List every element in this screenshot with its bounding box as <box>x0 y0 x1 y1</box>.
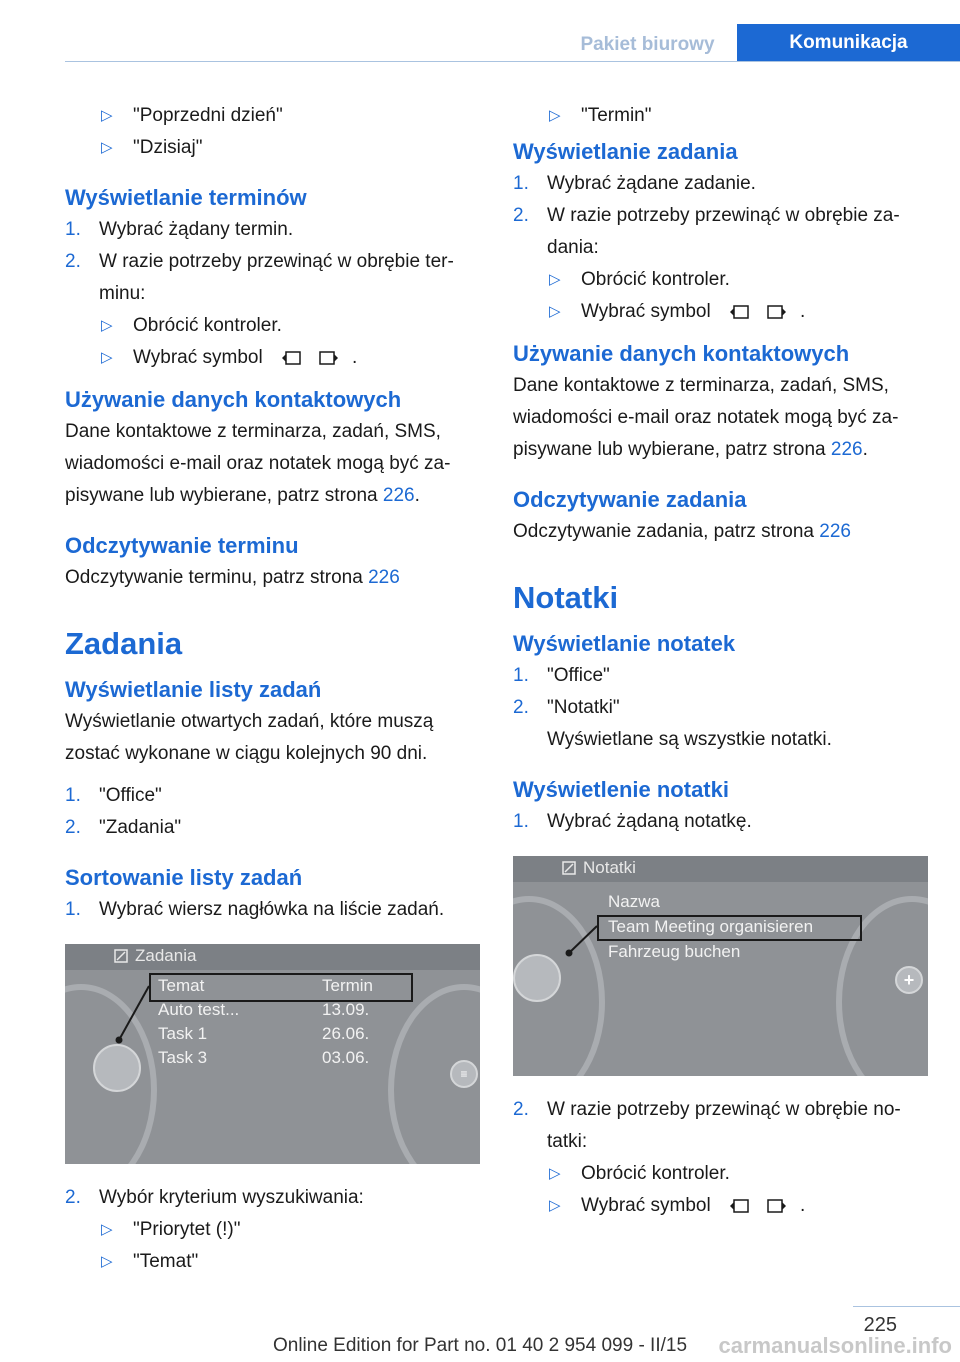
list-item: 1. Wybrać wiersz nagłówka na liście zadań. <box>65 899 445 920</box>
idrive-screenshot-notes <box>513 856 928 1076</box>
scroll-back-icon <box>728 1196 752 1216</box>
watermark: carmanualsonline.info <box>718 1333 952 1358</box>
column-header: Termin <box>322 976 374 995</box>
list-item: ▷ "Termin" <box>513 100 928 132</box>
heading-use-contacts: Używanie danych kontaktowych <box>513 341 850 366</box>
list-item-continuation: tatki: <box>547 1131 588 1152</box>
list-item-continuation: dania: <box>547 237 599 258</box>
footer-rule <box>853 1306 960 1307</box>
list-item: 2. W razie potrzeby przewinąć w obrębie no- <box>513 1099 901 1120</box>
list-item: 1. Wybrać żądane zadanie. <box>513 173 756 194</box>
heading-read-date: Odczytywanie terminu <box>65 533 299 558</box>
note-column-header: Nazwa <box>608 892 660 911</box>
list-item: ▷ Obrócić kontroler. <box>513 1158 928 1190</box>
scroll-back-icon <box>728 302 752 322</box>
page-link[interactable]: 226 <box>819 521 851 542</box>
list-item: 2. W razie potrzeby przewinąć w obrębie za- <box>513 205 900 226</box>
tab-pakiet-biurowy: Pakiet biurowy <box>580 34 715 55</box>
heading-show-dates: Wyświetlanie terminów <box>65 185 307 210</box>
task-row-name: Task 1 <box>158 1024 208 1043</box>
list-item: ▷ Obrócić kontroler. <box>513 264 928 296</box>
triangle-bullet-icon: ▷ <box>101 139 113 156</box>
task-row-date: 13.09. <box>322 1000 370 1019</box>
heading-show-task: Wyświetlanie zadania <box>513 139 738 164</box>
screen-title: Notatki <box>583 858 636 877</box>
triangle-bullet-icon: ▷ <box>549 303 561 320</box>
heading-use-contacts: Używanie danych kontaktowych <box>65 387 402 412</box>
list-item: ▷ Wybrać symbol . <box>65 342 480 374</box>
left-column <box>65 100 480 1278</box>
triangle-bullet-icon: ▷ <box>549 1197 561 1214</box>
paragraph: Odczytywanie zadania, patrz strona 226 <box>513 521 851 542</box>
list-item: 2. "Notatki" <box>513 697 620 718</box>
list-item: 2. W razie potrzeby przewinąć w obrębie ter- <box>65 251 454 272</box>
triangle-bullet-icon: ▷ <box>101 107 113 124</box>
page-link[interactable]: 226 <box>830 439 863 460</box>
right-column <box>513 100 928 1222</box>
scroll-forward-icon <box>764 302 788 322</box>
list-item: ▷ Wybrać symbol . <box>513 1190 928 1222</box>
heading-task-list: Wyświetlanie listy zadań <box>65 677 322 702</box>
paragraph: Odczytywanie terminu, patrz strona 226 <box>65 567 400 588</box>
triangle-bullet-icon: ▷ <box>101 317 113 334</box>
paragraph: zostać wykonane w ciągu kolejnych 90 dni. <box>65 743 428 764</box>
task-row-date: 03.06. <box>322 1048 370 1067</box>
tab-komunikacja: Komunikacja <box>737 24 960 62</box>
paragraph: Dane kontaktowe z terminarza, zadań, SMS, <box>513 375 889 396</box>
heading-sort: Sortowanie listy zadań <box>65 865 303 890</box>
list-item: ▷ "Dzisiaj" <box>65 132 480 164</box>
list-item: ▷ "Priorytet (!)" <box>65 1214 480 1246</box>
note-row: Fahrzeug buchen <box>608 942 741 961</box>
page-link[interactable]: 226 <box>382 485 415 506</box>
list-item: ▷ "Temat" <box>65 1246 480 1278</box>
note-row: Team Meeting organisieren <box>608 917 814 936</box>
pointer-line <box>65 944 480 1164</box>
heading-read-task: Odczytywanie zadania <box>513 487 747 512</box>
scroll-forward-icon <box>764 1196 788 1216</box>
heading-notes: Notatki <box>513 580 619 615</box>
task-row-name: Task 3 <box>158 1048 208 1067</box>
triangle-bullet-icon: ▷ <box>549 1165 561 1182</box>
triangle-bullet-icon: ▷ <box>101 1253 113 1270</box>
triangle-bullet-icon: ▷ <box>549 271 561 288</box>
idrive-screenshot-tasks <box>65 944 480 1164</box>
edition-note: Online Edition for Part no. 01 40 2 954 099 - II/15 <box>272 1335 688 1356</box>
header-rule <box>65 61 960 62</box>
list-item-continuation: minu: <box>99 283 146 304</box>
list-item: 1. "Office" <box>65 785 162 806</box>
add-icon: + <box>895 966 923 994</box>
paragraph: Wyświetlanie otwartych zadań, które muszą <box>65 711 434 732</box>
paragraph: wiadomości e-mail oraz notatek mogą być za- <box>65 453 451 474</box>
list-item-continuation: Wyświetlane są wszystkie notatki. <box>547 729 832 750</box>
option-icon: ≡ <box>450 1060 478 1088</box>
heading-show-note: Wyświetlenie notatki <box>513 777 729 802</box>
list-item: ▷ Obrócić kontroler. <box>65 310 480 342</box>
triangle-bullet-icon: ▷ <box>101 349 113 366</box>
list-item: 1. Wybrać żądaną notatkę. <box>513 811 752 832</box>
screen-title: Zadania <box>135 946 197 965</box>
task-row-date: 26.06. <box>322 1024 370 1043</box>
triangle-bullet-icon: ▷ <box>101 1221 113 1238</box>
heading-tasks: Zadania <box>65 626 183 661</box>
paragraph: wiadomości e-mail oraz notatek mogą być za- <box>513 407 899 428</box>
triangle-bullet-icon: ▷ <box>549 107 561 124</box>
paragraph: pisywane lub wybierane, patrz strona 226. <box>65 485 420 506</box>
pointer-line <box>513 856 928 1076</box>
paragraph: pisywane lub wybierane, patrz strona 226. <box>513 439 868 460</box>
list-item: 2. Wybór kryterium wyszukiwania: <box>65 1187 364 1208</box>
list-item: ▷ "Poprzedni dzień" <box>65 100 480 132</box>
task-row-name: Auto test... <box>158 1000 240 1019</box>
list-item: 1. "Office" <box>513 665 610 686</box>
list-item: ▷ Wybrać symbol . <box>513 296 928 328</box>
page-number: 225 <box>863 1314 897 1336</box>
paragraph: Dane kontaktowe z terminarza, zadań, SMS, <box>65 421 441 442</box>
heading-show-notes: Wyświetlanie notatek <box>513 631 736 656</box>
column-header: Temat <box>158 976 205 995</box>
scroll-forward-icon <box>316 348 340 368</box>
list-item: 2. "Zadania" <box>65 817 182 838</box>
page-link[interactable]: 226 <box>368 567 400 588</box>
scroll-back-icon <box>280 348 304 368</box>
list-item: 1. Wybrać żądany termin. <box>65 219 294 240</box>
